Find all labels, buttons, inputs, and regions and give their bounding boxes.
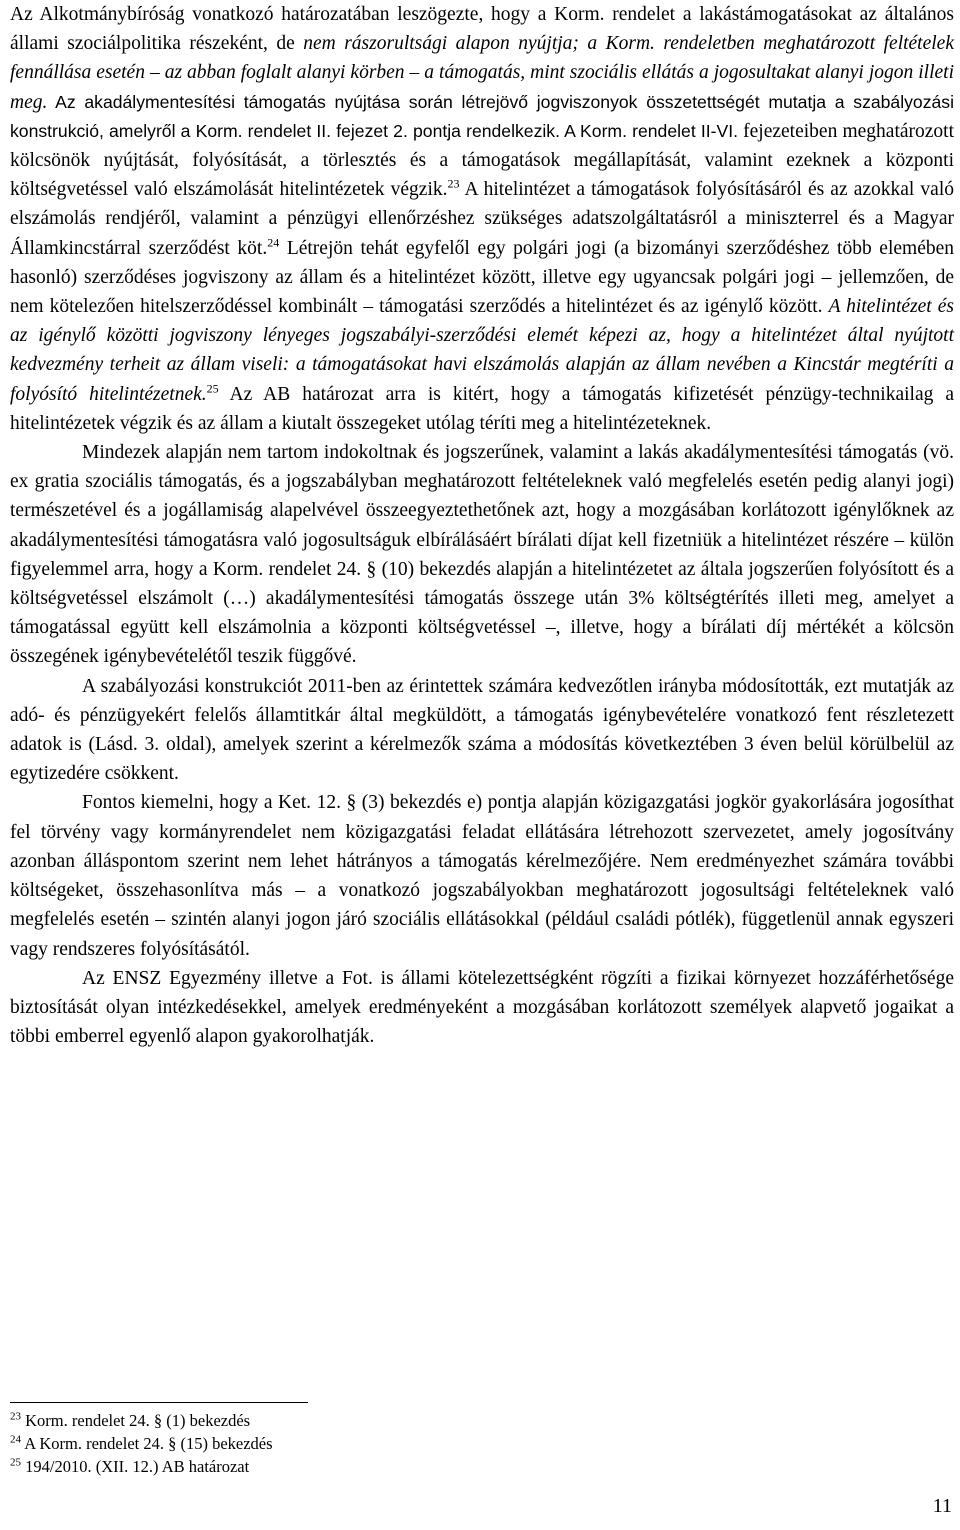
footnote-ref-24[interactable]: 24 xyxy=(267,235,280,250)
footnote-number: 25 xyxy=(10,1456,21,1469)
footnote-text: 194/2010. (XII. 12.) AB határozat xyxy=(25,1457,250,1476)
paragraph-1-sans-part-1: Az akadálymentesítési támogatás nyújtása során létrejövő jogviszonyok összetettségét mutatja a szabályozási konstrukció, amelyről a Korm. rendelet II. fejezet 2. pontja rendelkezik. A Korm. rendelet II-VI. xyxy=(10,91,954,141)
paragraph-4: Fontos kiemelni, hogy a Ket. 12. § (3) bekezdés e) pontja alapján közigazgatási jogkör gyakorlására jogosíthat fel törvény vagy kormányrendelet nem közigazgatási feladat ellátására létrehozott szervezetet, amely jogosítvány azonban álláspontom szerint nem lehet hátrányos a támogatás kérelmezőjére. Nem eredményezhet számára további költségeket, összehasonlítva más – a vonatkozó jogszabályokban meghatározott jogosultsági feltételeknek való megfelelés esetén – szintén alanyi jogon járó szociális ellátásokkal (például családi pótlék), függetlenül annak egyszeri vagy rendszeres folyósításától. xyxy=(10,792,954,960)
paragraph-1 xyxy=(10,0,954,438)
paragraph-1-italic-part: A hitelintézet és az igénylő közötti jogviszony lényeges jogszabályi-szerződési elemét képezi az, hogy a hitelintézet által nyújtott kedvezmény terheit az állam viseli: a támogatásokat havi elszámolás alapján az állam nevében a Kincstár megtéríti a folyósító hitelintézetnek. xyxy=(10,296,955,405)
footnote-25 xyxy=(10,1455,810,1478)
paragraph-1-part-4: Létrejön tehát egyfelől egy polgári jogi (a bizományi szerződéshez több elemében hasonló) szerződéses jogviszony az állam és a hitelintézet között, illetve egy ugyancsak polgári jogi – jellemzően, de nem kötelezően hitelszerződéssel kombinált – támogatási szerződés a hitelintézet és az igénylő között. xyxy=(10,237,954,318)
page-number: 11 xyxy=(932,1495,952,1517)
document-body xyxy=(10,0,954,1051)
footnote-separator xyxy=(10,1402,308,1403)
paragraph-1-part-5: Az AB határozat arra is kitért, hogy a támogatás kifizetését pénzügy-technikailag a hitelintézetek végzik és az állam a kiutalt összegeket utólag téríti meg a hitelintézeteknek. xyxy=(10,383,954,434)
footnote-ref-25[interactable]: 25 xyxy=(206,381,219,396)
footnote-number: 24 xyxy=(10,1433,21,1446)
footnote-23 xyxy=(10,1409,810,1432)
footnote-24 xyxy=(10,1432,810,1455)
paragraph-3: A szabályozási konstrukciót 2011-ben az érintettek számára kedvezőtlen irányba módosították, ezt mutatják az adó- és pénzügyekért felelős államtitkár által megküldött, a támogatás igénybevételére vonatkozó fent részletezett adatok is (Lásd. 3. oldal), amelyek szerint a kérelmezők száma a módosítás következtében 3 éven belül körülbelül az egytizedére csökkent. xyxy=(10,675,954,785)
paragraph-1-part-3: A hitelintézet a támogatások folyósításáról és az azokkal való elszámolás rendjéről, valamint a pénzügyi ellenőrzéshez szükséges adatszolgáltatásról a miniszterrel és a Magyar Államkincstárral szerződést köt. xyxy=(10,179,954,259)
footnote-text: Korm. rendelet 24. § (1) bekezdés xyxy=(25,1411,251,1430)
paragraph-2: Mindezek alapján nem tartom indokoltnak és jogszerűnek, valamint a lakás akadálymentesítési támogatás (vö. ex gratia szociális támogatás, és a jogszabályban meghatározott feltételeknek való megfelelés esetén pedig alanyi jogi) természetével és a jogállamiság alapelvével összeegyeztethetőnek azt, hogy a mozgásában korlátozott igénylőknek az akadálymentesítési támogatásra való jogosultságuk elbírálásáért bírálati díjat kell fizetniük a hitelintézet részére – külön figyelemmel arra, hogy a Korm. rendelet 24. § (10) bekezdés alapján a hitelintézetet az általa jogszerűen folyósított és a költségvetéssel elszámolt (…) akadálymentesítési támogatás összege után 3% költségtérítés illeti meg, amelyet a támogatással együtt kell elszámolnia a központi költségvetéssel –, illetve, hogy a bírálati díj mértékét a kölcsön összegének igénybevételétől teszik függővé. xyxy=(10,442,954,668)
footnote-number: 23 xyxy=(10,1410,21,1423)
footnote-text: A Korm. rendelet 24. § (15) bekezdés xyxy=(24,1434,273,1453)
paragraph-1-part-2: fejezeteiben meghatározott kölcsönök nyújtását, folyósítását, a törlesztés és a támogatások megállapítását, valamint ezeknek a központi költségvetéssel való elszámolását hitelintézetek végzik. xyxy=(10,120,954,201)
paragraph-5: Az ENSZ Egyezmény illetve a Fot. is állami kötelezettségként rögzíti a fizikai környezet hozzáférhetősége biztosítását olyan intézkedésekkel, amelyek eredményeként a mozgásában korlátozott személyek alapvető jogaikat a többi emberrel egyenlő alapon gyakorolhatják. xyxy=(10,967,954,1048)
paragraph-1-italic-quote: nem rászorultsági alapon nyújtja; a Korm. rendeletben meghatározott feltételek fennállása esetén – az abban foglalt alanyi körben – a támogatás, mint szociális ellátás a jogosultakat alanyi jogon illeti meg. xyxy=(10,33,954,113)
footnotes xyxy=(10,1409,810,1478)
footnote-ref-23[interactable]: 23 xyxy=(447,176,460,191)
paragraph-1-intro: Az Alkotmánybíróság vonatkozó határozatában leszögezte, hogy a Korm. rendelet a lakástámogatásokat az általános állami szociálpolitika részeként, de xyxy=(10,4,954,55)
